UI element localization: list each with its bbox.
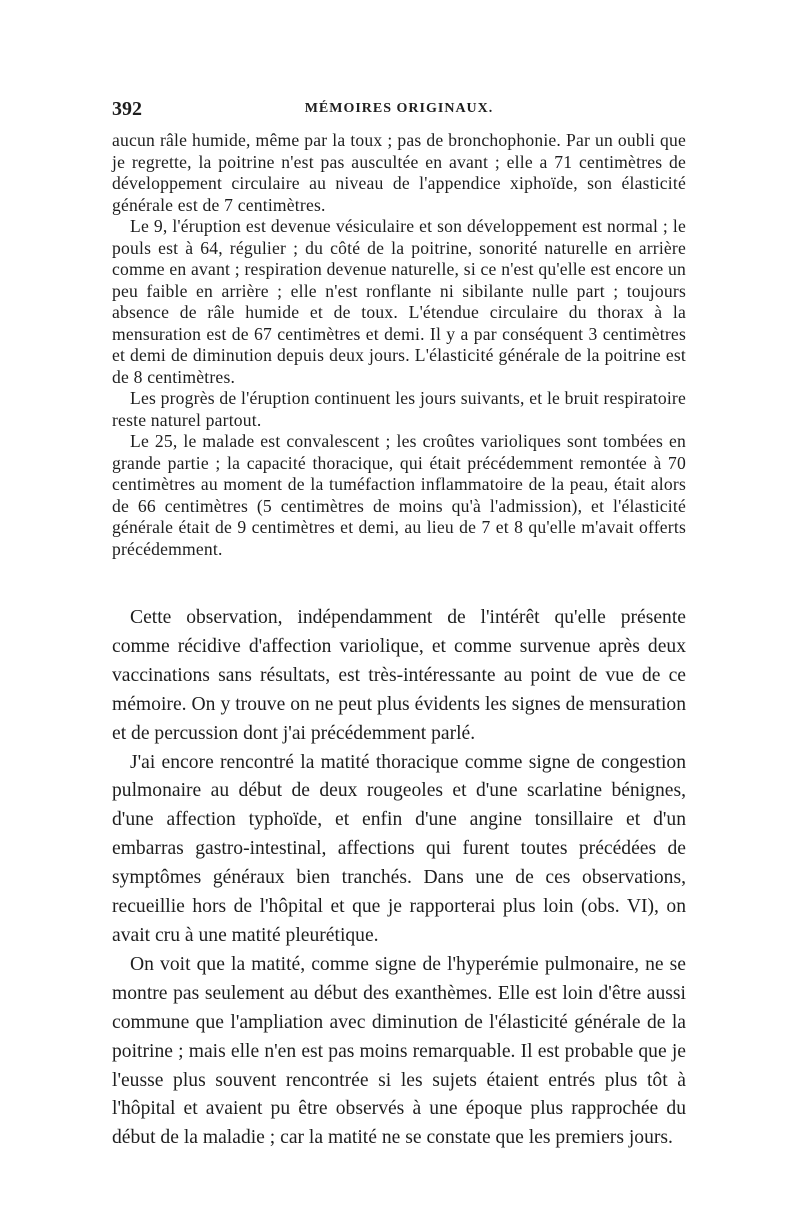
paragraph: Le 9, l'éruption est devenue vésiculaire et son développement est normal ; le pouls est à 64, régulier ; du côté de la poitrine, sonorité naturelle en arrière comme en avant ; respiration devenue naturelle, si ce n'est qu'elle est encore un peu faible en arrière ; elle n'est ronflante ni sibilante nulle part ; toujours absence de râle humide et de toux. L'étendue circulaire du thorax à la mensuration est de 67 centimètres et demi. Il y a par conséquent 3 centimètres et demi de diminution depuis deux jours. L'élasticité générale de la poitrine est de 8 centimètres. — [112, 216, 686, 387]
paragraph: J'ai encore rencontré la matité thoracique comme signe de congestion pulmonaire au début de deux rougeoles et d'une scarlatine bénignes, d'une affection typhoïde, et enfin d'une angine tonsillaire et d'un embarras gastro-intestinal, affections qui furent toutes précédées de symptômes généraux bien tranchés. Dans une de ces observations, recueillie hors de l'hôpital et que je rapporterai plus loin (obs. VI), on avait cru à une matité pleurétique. — [112, 751, 686, 946]
observation-notes — [112, 130, 686, 560]
page-number: 392 — [112, 98, 142, 120]
paragraph: aucun râle humide, même par la toux ; pas de bronchophonie. Par un oubli que je regrette, la poitrine n'est pas auscultée en avant ; elle a 71 centimètres de développement circulaire au niveau de l'appendice xiphoïde, son élasticité générale est de 7 centimètres. — [112, 130, 686, 215]
main-text — [112, 604, 686, 1153]
paragraph: Cette observation, indépendamment de l'intérêt qu'elle présente comme récidive d'affection variolique, et comme survenue après deux vaccinations sans résultats, est très-intéressante au point de vue de ce mémoire. On y trouve on ne peut plus évidents les signes de mensuration et de percussion dont j'ai précédemment parlé. — [112, 607, 686, 744]
running-title: MÉMOIRES ORIGINAUX. — [304, 101, 494, 116]
paragraph: Les progrès de l'éruption continuent les jours suivants, et le bruit respiratoire reste naturel partout. — [112, 388, 686, 430]
paragraph: Le 25, le malade est convalescent ; les croûtes varioliques sont tombées en grande partie ; la capacité thoracique, qui était précédemment remontée à 70 centimètres au moment de la tuméfaction inflammatoire de la peau, était alors de 66 centimètres (5 centimètres de moins qu'à l'admission), et l'élasticité générale était de 9 centimètres et demi, au lieu de 7 et 8 qu'elle m'avait offerts précédemment. — [112, 431, 686, 559]
page-header — [112, 98, 686, 124]
paragraph: On voit que la matité, comme signe de l'hyperémie pulmonaire, ne se montre pas seulement au début des exanthèmes. Elle est loin d'être aussi commune que l'ampliation avec diminution de l'élasticité générale de la poitrine ; mais elle n'en est pas moins remarquable. Il est probable que je l'eusse plus souvent rencontrée si les sujets étaient entrés plus tôt à l'hôpital et avaient pu être observés à une époque plus rapprochée du début de la maladie ; car la matité ne se constate que les premiers jours. — [112, 953, 686, 1149]
